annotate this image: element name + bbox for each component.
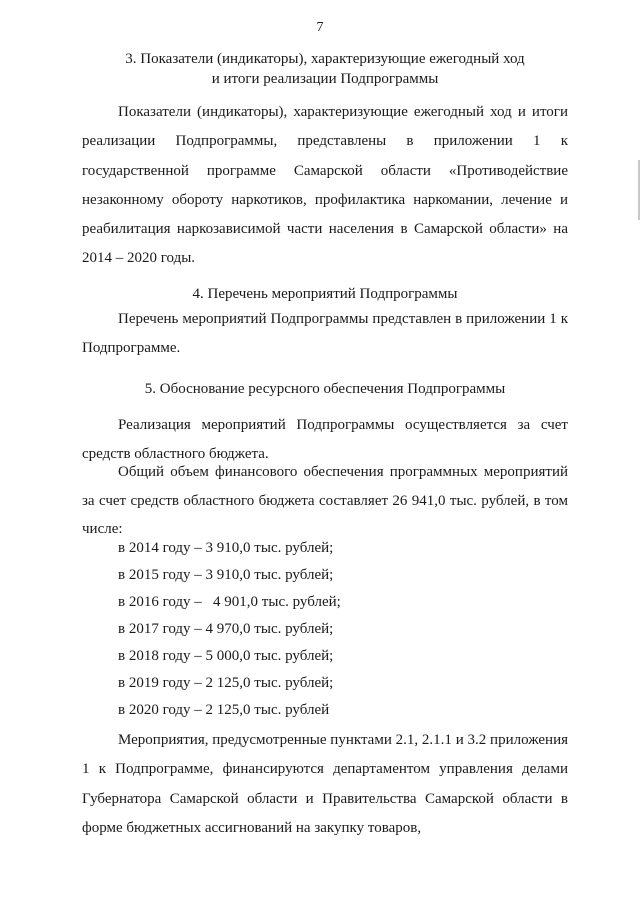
section-5-paragraph-1: Реализация мероприятий Подпрограммы осуществляется за счет средств областного бюджета. bbox=[82, 417, 568, 463]
funding-item-2020: в 2020 году – 2 125,0 тыс. рублей bbox=[118, 702, 330, 718]
funding-item-2018: в 2018 году – 5 000,0 тыс. рублей; bbox=[118, 648, 334, 664]
funding-item-2016: в 2016 году – 4 901,0 тыс. рублей; bbox=[118, 594, 341, 610]
section-4-heading: 4. Перечень мероприятий Подпрограммы bbox=[192, 286, 458, 302]
funding-item-2017: в 2017 году – 4 970,0 тыс. рублей; bbox=[118, 621, 334, 637]
funding-item-2015: в 2015 году – 3 910,0 тыс. рублей; bbox=[118, 567, 334, 583]
section-3-heading-line2: и итоги реализации Подпрограммы bbox=[211, 71, 439, 87]
section-3-heading bbox=[82, 49, 568, 89]
section-5-heading: 5. Обоснование ресурсного обеспечения Подпрограммы bbox=[144, 381, 506, 397]
section-5-paragraph-3: Мероприятия, предусмотренные пунктами 2.1, 2.1.1 и 3.2 приложения 1 к Подпрограмме, финансируются департаментом управления делами Губернатора Самарской области и Правительства Самарской области в форме бюджетных ассигнований на закупку товаров, bbox=[82, 732, 568, 836]
section-3-paragraph: Показатели (индикаторы), характеризующие ежегодный ход и итоги реализации Подпрограммы, представлены в приложении 1 к государственной программе Самарской области «Противодействие незаконному обороту наркотиков, профилактика наркомании, лечение и реабилитация наркозависимой части населения в Самарской области» на 2014 – 2020 годы. bbox=[82, 104, 568, 267]
section-5-paragraph-2: Общий объем финансового обеспечения программных мероприятий за счет средств областного бюджета составляет 26 941,0 тыс. рублей, в том числе: bbox=[82, 464, 568, 537]
funding-item-2019: в 2019 году – 2 125,0 тыс. рублей; bbox=[118, 675, 334, 691]
page-number: 7 bbox=[316, 20, 324, 35]
funding-item-2014: в 2014 году – 3 910,0 тыс. рублей; bbox=[118, 540, 334, 556]
section-3-heading-line1: 3. Показатели (индикаторы), характеризующие ежегодный ход bbox=[125, 51, 525, 67]
section-4-paragraph: Перечень мероприятий Подпрограммы представлен в приложении 1 к Подпрограмме. bbox=[82, 311, 568, 357]
